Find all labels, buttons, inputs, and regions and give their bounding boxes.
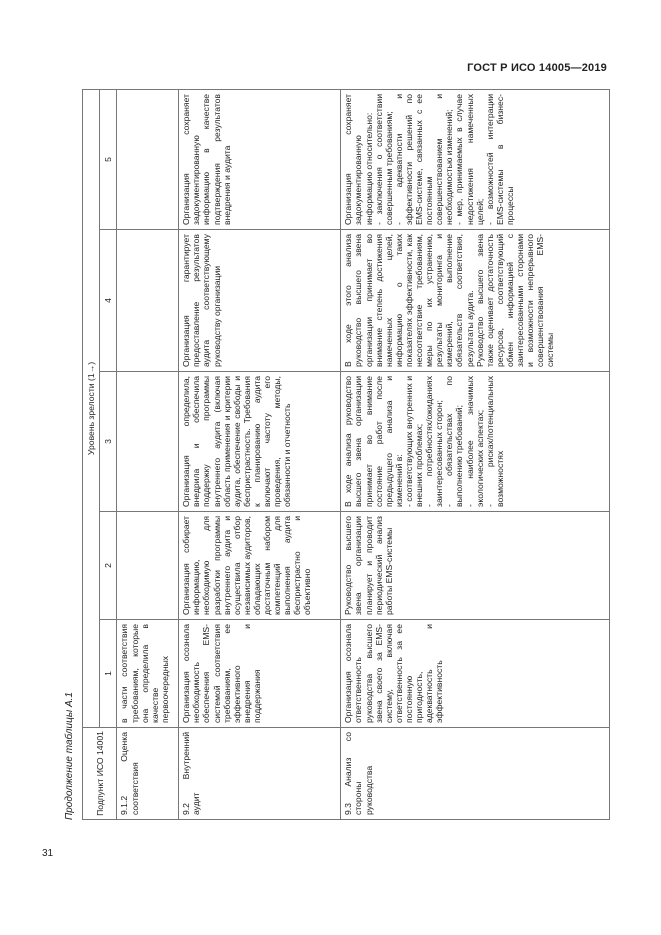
table-header-row [83,90,100,820]
header-subclause: Подпункт ИСО 14001 [83,728,117,820]
level-cell: Организация осознала ответственность руководства высшего звена своего за EMS-систему, включая ответственность за ее постоянную пригодность, адекватность и эффективность [341,620,610,728]
level-cell: Организация определила, внедрила и обеспечила поддержку программы внутреннего аудита (включая область применения и критерии аудита, обеспечение свободы и беспристрастность. Требования к планированию аудита включают частоту его проведения, методы, обязанности и отчетность [179,372,341,512]
document-header: ГОСТ Р ИСО 14005—2019 [467,62,607,74]
header-maturity-level: Уровень зрелости (1→) [83,90,100,728]
table-row [341,90,610,820]
header-level-1: 1 [100,620,117,728]
level-cell [117,230,179,372]
level-cell [117,512,179,620]
level-cell: Организация гарантирует предоставление результатов аудита соответствующему руководству организации [179,230,341,372]
page-number: 31 [42,848,54,859]
maturity-table [82,89,610,820]
header-level-5: 5 [100,90,117,230]
level-cell [117,372,179,512]
header-level-2: 2 [100,512,117,620]
level-cell: Организация сохраняет задокументированную информацию в качестве подтверждения результатов внедрения и аудита [179,90,341,230]
subclause-cell: 9.1.2 Оценка соответствия [117,728,179,820]
rotated-table-page [62,90,610,820]
level-cell: Организация собирает информацию, необходимую для разработки программы внутреннего аудита и осуществила отбор независимых аудиторов, обладающих достаточным набором компетенций для выполнения аудита беспристрастно и объективно [179,512,341,620]
header-level-3: 3 [100,372,117,512]
header-level-4: 4 [100,230,117,372]
level-cell: В ходе этого анализа руководство высшего звена организации принимает во внимание степень достижения намеченных целей, информацию о таких показателях эффективности, как несоответствие требованиям, меры по их устранению, результаты мониторинга и измерений, выполнение обязательств соответствия, результаты аудита. Руководство высшего звена также оценивает достаточность ресурсов, соответствующий обмен информацией с заинтересованными сторонами и возможности непрерывного совершенствования EMS-системы [341,230,610,372]
level-cell: В ходе анализа руководство высшего звена организации принимает во внимание состояние работ после предыдущего анализа и изменений в: - соответствующих внутренних и внешних проблемах; - потребностях/ожиданиях заинтересованных сторон; - обязательствах по выполнению требований; - наиболее значимых экологических аспектах; - рисках/потенциальных возможностях [341,372,610,512]
table-level-row [100,90,117,820]
subclause-cell: 9.3 Анализ со стороны руководства [341,728,610,820]
level-cell: Организация осознала необходимость обеспечения EMS-системой соответствия требованиям, ее эффективного внедрения и поддержания [179,620,341,728]
level-cell: в части соответствия требованиям, которые она определила в качестве первоочередных [117,620,179,728]
table-row [117,90,179,820]
table-caption: Продолжение таблицы А.1 [64,692,75,820]
level-cell: Организация сохраняет задокументированную информацию относительно: - заключения о соответствии совершенным требованиям; - адекватности и эффективности решений по EMS-системе, связанных с ее постоянным совершенствованием и необходимостью изменений; - мер, принимаемых в случае недостижения намеченных целей; - возможностей интеграции EMS-системы в бизнес-процессы [341,90,610,230]
level-cell [117,90,179,230]
level-cell: Руководство высшего звена организации планирует и проводит периодический анализ работы EMS-системы [341,512,610,620]
subclause-cell: 9.2 Внутренний аудит [179,728,341,820]
table-row [179,90,341,820]
